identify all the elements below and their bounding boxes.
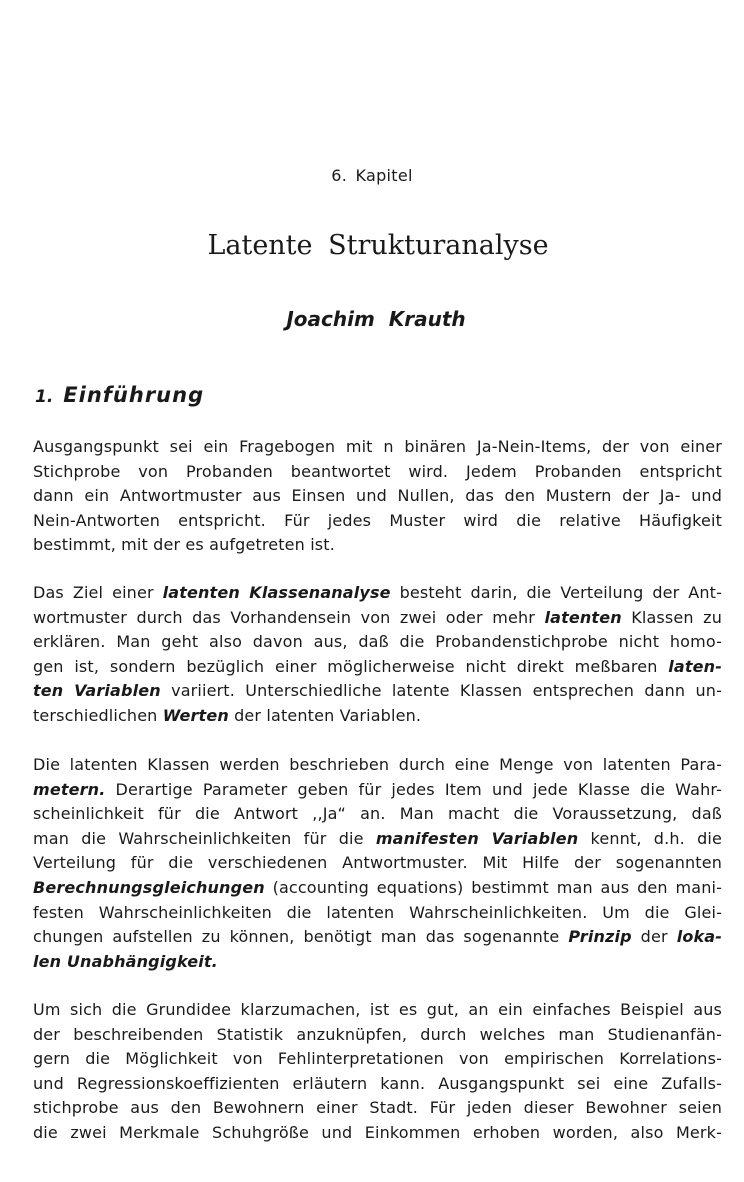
- text-line: der beschreibenden Statistik anzuknüpfen, durch welches man Studienanfän-: [33, 1024, 722, 1044]
- text-line: dann ein Antwortmuster aus Einsen und Nullen, das den Mustern der Ja- und: [33, 486, 722, 506]
- emphasis-term: len Unabhängigkeit.: [33, 951, 218, 971]
- text-line: wortmuster durch das Vorhandensein von zwei oder mehr latenten Klassen zu: [33, 607, 723, 627]
- text-line: man die Wahrscheinlichkeiten für die manifesten Variablen kennt, d.h. die: [33, 828, 722, 848]
- text-line: die zwei Merkmale Schuhgröße und Einkommen erhoben worden, also Merk-: [33, 1122, 722, 1142]
- section-number: 1.: [35, 387, 54, 407]
- text-line: gen ist, sondern bezüglich einer möglicherweise nicht direkt meßbaren laten-: [33, 656, 722, 676]
- text-line: chungen aufstellen zu können, benötigt man das sogenannte Prinzip der loka-: [33, 927, 723, 947]
- chapter-label: 6. Kapitel: [331, 166, 413, 185]
- chapter-title: Latente Strukturanalyse: [207, 230, 549, 261]
- paragraph-1: [33, 435, 722, 558]
- paragraph-2: [33, 581, 722, 729]
- text-line: bestimmt, mit der es aufgetreten ist.: [33, 535, 335, 555]
- emphasis-term: Werten: [162, 705, 229, 725]
- text-line: Das Ziel einer latenten Klassenanalyse besteht darin, die Verteilung der Ant-: [33, 583, 723, 602]
- text-line: Stichprobe von Probanden beantwortet wird. Jedem Probanden entspricht: [33, 461, 722, 481]
- text-line: [33, 950, 722, 975]
- paragraph-4: [33, 998, 722, 1146]
- text-line: stichprobe aus den Bewohnern einer Stadt. Für jeden dieser Bewohner seien: [33, 1098, 722, 1118]
- text-line: festen Wahrscheinlichkeiten die latenten Wahrscheinlichkeiten. Um die Glei-: [33, 902, 722, 922]
- text-line: Verteilung für die verschiedenen Antwortmuster. Mit Hilfe der sogenannten: [33, 853, 722, 873]
- emphasis-term: Berechnungsgleichungen: [33, 877, 265, 897]
- text-line: und Regressionskoeffizienten erläutern kann. Ausgangspunkt sei eine Zufalls-: [33, 1073, 722, 1093]
- emphasis-term: loka-: [676, 927, 723, 947]
- section-title: Einführung: [63, 383, 205, 407]
- text-line: ten Variablen variiert. Unterschiedliche latente Klassen entsprechen dann un-: [33, 681, 722, 701]
- section-heading: [35, 383, 204, 407]
- author-name: Joachim Krauth: [286, 307, 466, 331]
- text-line: Berechnungsgleichungen (accounting equations) bestimmt man aus den mani-: [33, 877, 722, 897]
- emphasis-term: latenten Klassenanalyse: [162, 583, 391, 602]
- text-line: gern die Möglichkeit von Fehlinterpretationen von empirischen Korrelations-: [33, 1049, 722, 1069]
- emphasis-term: metern.: [33, 779, 106, 799]
- emphasis-term: ten Variablen: [33, 681, 161, 701]
- text-line: scheinlichkeit für die Antwort ,,Ja“ an. Man macht die Voraussetzung, daß: [33, 804, 722, 824]
- text-line: erklären. Man geht also davon aus, daß die Probandenstichprobe nicht homo-: [33, 632, 722, 652]
- text-line: Ausgangspunkt sei ein Fragebogen mit n binären Ja-Nein-Items, der von einer: [33, 437, 722, 456]
- text-line: Die latenten Klassen werden beschrieben durch eine Menge von latenten Para-: [33, 755, 722, 774]
- text-line: Nein-Antworten entspricht. Für jedes Muster wird die relative Häufigkeit: [33, 510, 722, 530]
- emphasis-term: laten-: [668, 656, 722, 676]
- text-line: terschiedlichen Werten der latenten Variablen.: [33, 705, 422, 725]
- emphasis-term: Prinzip: [568, 927, 632, 947]
- emphasis-term: manifesten Variablen: [375, 828, 579, 848]
- text-line: metern. Derartige Parameter geben für jedes Item und jede Klasse die Wahr-: [33, 779, 722, 799]
- paragraph-3: [33, 753, 722, 974]
- text-line: Um sich die Grundidee klarzumachen, ist es gut, an ein einfaches Beispiel aus: [33, 1000, 722, 1019]
- emphasis-term: latenten: [544, 607, 622, 627]
